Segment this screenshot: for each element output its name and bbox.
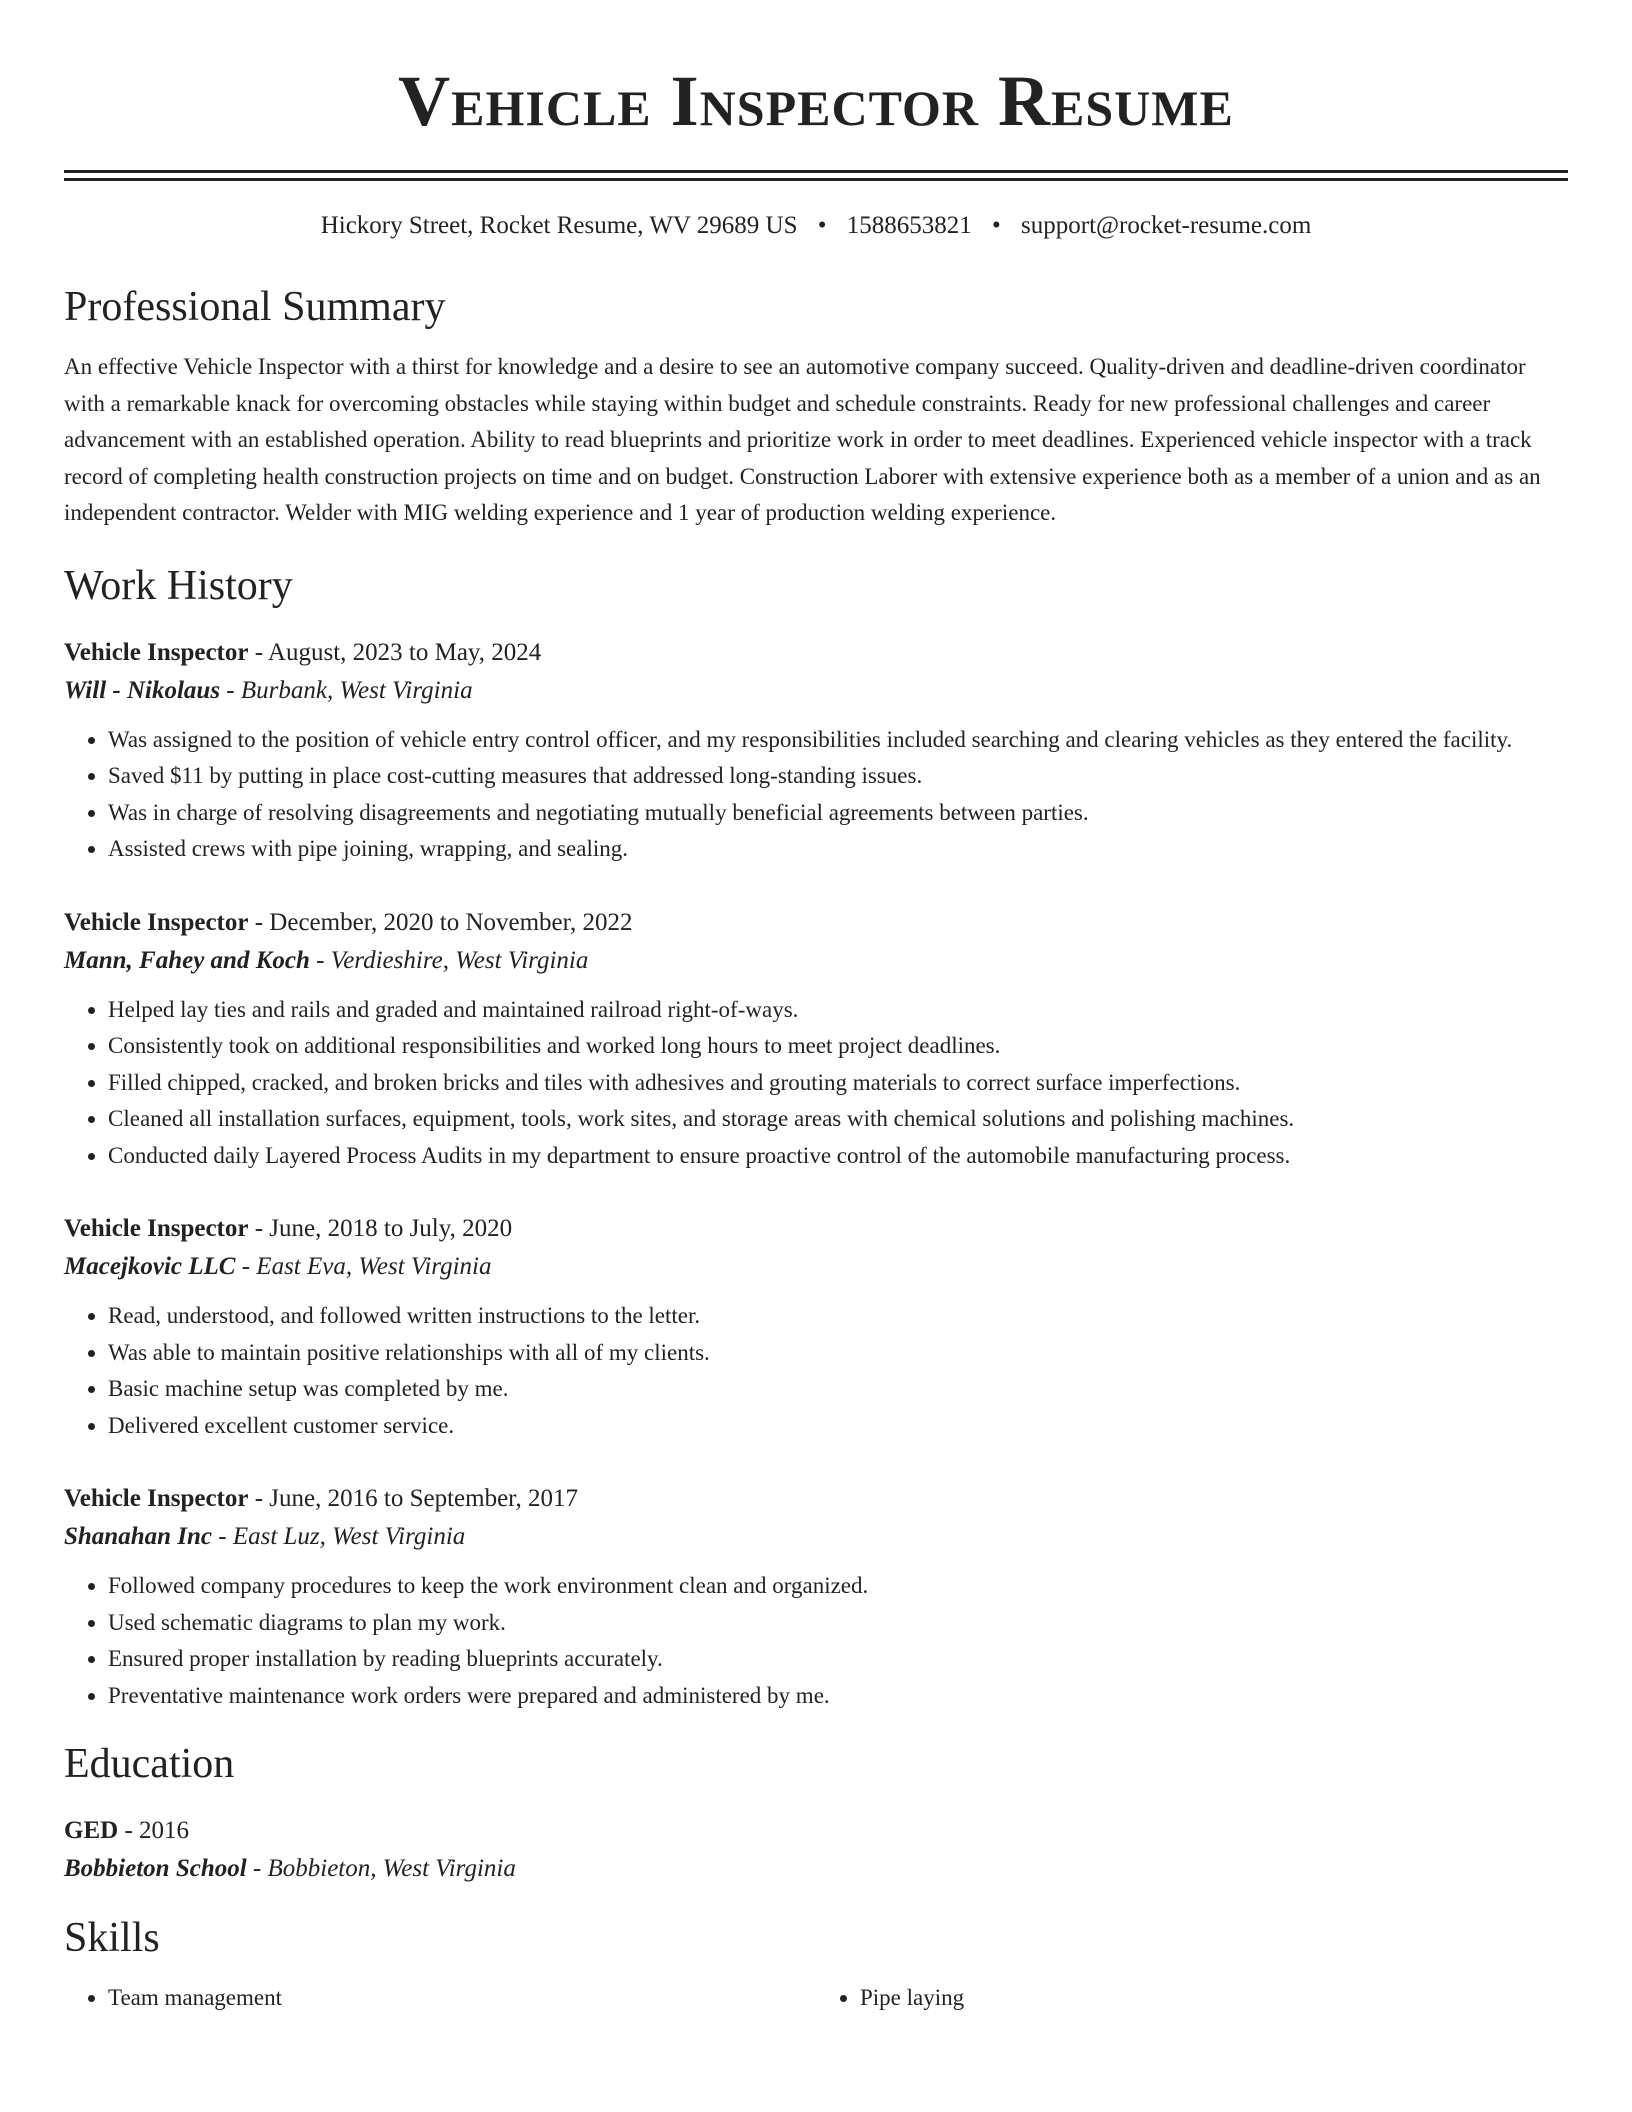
job-bullet: • Was assigned to the position of vehicle entry control officer, and my responsibilities included searching and clearing vehicles as they entered the facility. bbox=[108, 722, 1568, 759]
summary-heading: Professional Summary bbox=[64, 284, 446, 330]
job-bullets bbox=[64, 1568, 1568, 1714]
job-company: Macejkovic LLC bbox=[64, 1253, 236, 1280]
job-bullet: • Ensured proper installation by reading blueprints accurately. bbox=[108, 1641, 1568, 1678]
job-bullet: • Delivered excellent customer service. bbox=[108, 1408, 1568, 1445]
job-header bbox=[64, 904, 1568, 942]
job-header bbox=[64, 1210, 1568, 1248]
contact-separator: • bbox=[992, 212, 1001, 239]
job-title: Vehicle Inspector bbox=[64, 1215, 249, 1242]
skills-column-right bbox=[816, 1980, 1568, 2017]
job-entry bbox=[64, 1480, 1568, 1714]
contact-line bbox=[64, 209, 1568, 243]
contact-email: support@rocket-resume.com bbox=[1021, 212, 1312, 239]
job-bullet: • Consistently took on additional responsibilities and worked long hours to meet project deadlines. bbox=[108, 1028, 1568, 1065]
job-dates: - December, 2020 to November, 2022 bbox=[248, 908, 633, 936]
job-bullet: • Cleaned all installation surfaces, equipment, tools, work sites, and storage areas with chemical solutions and polishing machines. bbox=[108, 1101, 1568, 1138]
job-header bbox=[64, 634, 1568, 672]
job-entry bbox=[64, 634, 1568, 868]
education-school-line bbox=[64, 1850, 1568, 1888]
education-degree: GED bbox=[64, 1817, 119, 1844]
education-degree-line bbox=[64, 1812, 1568, 1850]
job-employer bbox=[64, 1518, 1568, 1556]
education-school: Bobbieton School bbox=[64, 1855, 247, 1882]
job-dates: - June, 2016 to September, 2017 bbox=[248, 1485, 578, 1512]
skill-item: • Team management bbox=[108, 1980, 816, 2017]
job-location: - East Eva, West Virginia bbox=[235, 1253, 492, 1280]
job-location: - East Luz, West Virginia bbox=[212, 1523, 466, 1550]
work-history-heading: Work History bbox=[64, 562, 293, 609]
job-title: Vehicle Inspector bbox=[64, 908, 249, 936]
job-bullet: • Read, understood, and followed written instructions to the letter. bbox=[108, 1298, 1568, 1335]
job-company: Shanahan Inc bbox=[64, 1523, 212, 1550]
contact-separator: • bbox=[817, 212, 827, 239]
education-heading: Education bbox=[64, 1741, 235, 1787]
job-bullet: • Preventative maintenance work orders were prepared and administered by me. bbox=[108, 1678, 1568, 1715]
job-bullets bbox=[64, 992, 1568, 1175]
education-entry bbox=[64, 1812, 1568, 1888]
job-title: Vehicle Inspector bbox=[64, 1485, 249, 1512]
skill-item: • Pipe laying bbox=[860, 1980, 1568, 2017]
skills-column-left bbox=[64, 1980, 816, 2017]
job-bullet: • Conducted daily Layered Process Audits in my department to ensure proactive control of the automobile manufacturing process. bbox=[108, 1138, 1568, 1175]
title-divider bbox=[64, 170, 1568, 181]
job-company: Will - Nikolaus bbox=[64, 676, 221, 704]
job-bullets bbox=[64, 722, 1568, 868]
contact-address: Hickory Street, Rocket Resume, WV 29689 US bbox=[320, 212, 798, 239]
job-header bbox=[64, 1480, 1568, 1518]
job-bullet: • Basic machine setup was completed by me. bbox=[108, 1371, 1568, 1408]
skills-list bbox=[64, 1980, 1568, 2017]
education-year: - 2016 bbox=[118, 1817, 190, 1844]
job-bullet: • Was in charge of resolving disagreements and negotiating mutually beneficial agreements between parties. bbox=[108, 795, 1568, 832]
job-bullet: • Used schematic diagrams to plan my work. bbox=[108, 1605, 1568, 1642]
job-entry bbox=[64, 1210, 1568, 1444]
contact-phone: 1588653821 bbox=[846, 212, 972, 239]
summary-text: An effective Vehicle Inspector with a thirst for knowledge and a desire to see an automotive company succeed. Quality-driven and deadline-driven coordinator with a remarkable knack for overcoming obstacles while staying within budget and schedule constraints. Ready for new professional challenges and career advancement with an established operation. Ability to read blueprints and prioritize work in order to meet deadlines. Experienced vehicle inspector with a track record of completing health construction projects on time and on budget. Construction Laborer with extensive experience both as a member of a union and as an independent contractor. Welder with MIG welding experience and 1 year of production welding experience. bbox=[64, 354, 1541, 525]
job-company: Mann, Fahey and Koch bbox=[64, 946, 310, 974]
job-bullet: • Helped lay ties and rails and graded and maintained railroad right-of-ways. bbox=[108, 992, 1568, 1029]
job-location: - Verdieshire, West Virginia bbox=[309, 946, 589, 974]
job-employer bbox=[64, 942, 1568, 980]
job-bullet: • Was able to maintain positive relationships with all of my clients. bbox=[108, 1335, 1568, 1372]
job-dates: - August, 2023 to May, 2024 bbox=[248, 638, 542, 666]
job-bullets bbox=[64, 1298, 1568, 1444]
resume-title: Vehicle Inspector Resume bbox=[398, 61, 1234, 141]
job-bullet: • Followed company procedures to keep the work environment clean and organized. bbox=[108, 1568, 1568, 1605]
job-dates: - June, 2018 to July, 2020 bbox=[248, 1215, 513, 1242]
job-bullet: • Saved $11 by putting in place cost-cutting measures that addressed long-standing issues. bbox=[108, 758, 1568, 795]
skills-heading: Skills bbox=[64, 1915, 160, 1961]
education-location: - Bobbieton, West Virginia bbox=[246, 1855, 516, 1882]
job-title: Vehicle Inspector bbox=[64, 638, 249, 666]
job-entry bbox=[64, 904, 1568, 1175]
job-bullet: • Assisted crews with pipe joining, wrapping, and sealing. bbox=[108, 831, 1568, 868]
job-employer bbox=[64, 1248, 1568, 1286]
job-employer bbox=[64, 672, 1568, 710]
job-location: - Burbank, West Virginia bbox=[220, 676, 473, 704]
job-bullet: • Filled chipped, cracked, and broken bricks and tiles with adhesives and grouting materials to correct surface imperfections. bbox=[108, 1065, 1568, 1102]
